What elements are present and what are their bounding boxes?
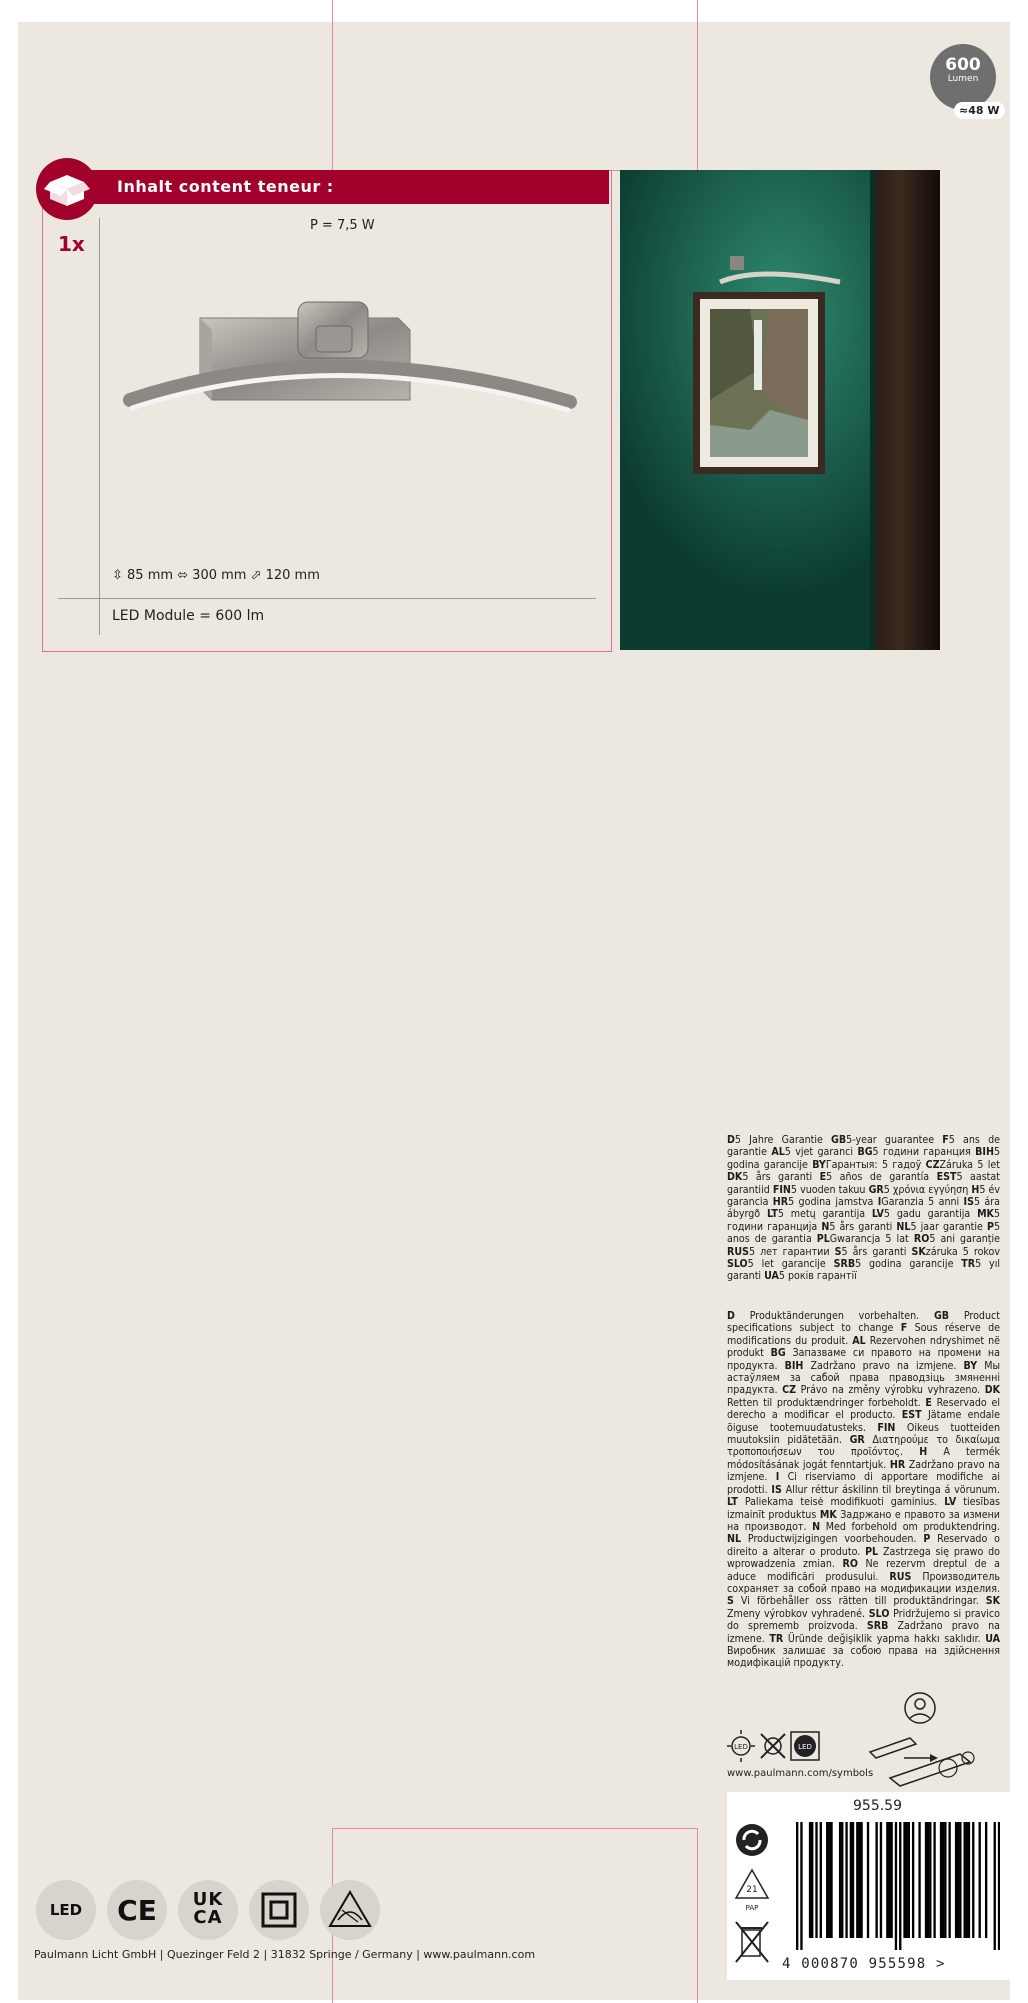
legal-phrase: 5 anos de garantia	[727, 1220, 1001, 1246]
cutline-top	[332, 0, 698, 171]
legal-phrase: Мы астаўляем за сабой права праводзіць змяненні прадукта.	[727, 1359, 1000, 1397]
legal-phrase: 5 vjet garanci	[784, 1146, 858, 1159]
svg-text:LED: LED	[734, 1743, 748, 1751]
country-code: BY	[812, 1158, 826, 1171]
legal-phrase: Garanzia 5 anni	[881, 1196, 964, 1209]
barcode-bar	[925, 1822, 927, 1938]
country-code: IS	[963, 1196, 974, 1209]
country-code: S	[727, 1595, 734, 1608]
legal-phrase: Zadržano pravo na izmene.	[727, 1620, 1000, 1645]
legal-phrase: 5 yıl garanti	[727, 1258, 1000, 1283]
barcode-bar	[927, 1822, 929, 1938]
country-code: RO	[842, 1558, 858, 1571]
led-integrated-icon	[791, 1732, 819, 1760]
country-code: FIN	[772, 1183, 791, 1196]
country-code: PL	[816, 1233, 830, 1246]
legal-phrase: Produktänderungen vorbehalten.	[734, 1310, 934, 1322]
country-code: UA	[985, 1632, 1000, 1645]
legal-phrase: Rezervohen ndryshimet në produkt	[727, 1334, 1000, 1360]
barcode-bar	[858, 1822, 860, 1938]
legal-phrase: Retten til produktændringer forbeholdt.	[727, 1396, 926, 1409]
legal-phrase: 5 év garancia	[727, 1183, 1000, 1209]
legal-phrase: Запазваме си правото на промени на продукта.	[727, 1347, 1000, 1372]
country-code: DK	[727, 1171, 743, 1184]
country-code: E	[925, 1396, 932, 1409]
barcode-bar	[942, 1822, 944, 1938]
legal-phrase: 5 ani garanție	[929, 1233, 1000, 1246]
guarantee-text	[727, 1134, 1000, 1283]
symbol-row	[727, 1726, 827, 1766]
svg-text:LED: LED	[798, 1743, 812, 1751]
barcode-bar	[957, 1822, 959, 1938]
protection-class-ii-icon	[249, 1880, 309, 1940]
country-code: HR	[772, 1196, 789, 1209]
barcode-bar	[856, 1822, 858, 1938]
barcode-bar	[890, 1822, 892, 1938]
legal-phrase: Jätame endale õiguse tootemuudatusteks.	[727, 1409, 1000, 1434]
barcode-bar	[826, 1822, 828, 1938]
legal-phrase: 5 років гарантії	[778, 1270, 857, 1283]
legal-phrase: Productwijzigingen voorbehouden.	[741, 1533, 924, 1546]
legal-phrase: 5 vuoden takuu	[790, 1183, 869, 1196]
legal-phrase: Производитель сохраняет за собой право на модификации изделия.	[727, 1570, 1000, 1595]
recycling-icons	[734, 1822, 770, 1972]
legal-phrase: Zadržano pravo na izmjene.	[727, 1458, 1000, 1484]
country-code: RO	[913, 1233, 930, 1246]
barcode-bar	[940, 1822, 942, 1938]
contents-header: Inhalt content teneur :	[117, 177, 334, 196]
legal-phrase: 5 години гаранция	[872, 1146, 976, 1159]
legal-phrase: 5 ára ábyrgð	[727, 1196, 1000, 1221]
barcode-bar	[908, 1822, 910, 1938]
country-code: UA	[764, 1270, 779, 1283]
country-code: SRB	[833, 1258, 856, 1271]
barcode-bar	[830, 1822, 832, 1938]
legal-phrase: Záruka 5 let	[939, 1158, 1000, 1171]
country-code: MK	[819, 1508, 837, 1521]
legal-phrase: 5 jaar garantie	[910, 1220, 987, 1233]
legal-phrase: 5 års garanti	[841, 1245, 912, 1258]
country-code: I	[877, 1196, 882, 1209]
legal-phrase: záruka 5 rokov	[925, 1245, 1001, 1258]
legal-phrase: Allur réttur áskilinn til breytinga á vörunum.	[781, 1483, 1000, 1496]
barcode-bar	[839, 1822, 841, 1938]
legal-phrase: 5 godina garancije	[727, 1146, 1001, 1171]
led-mark-label: LED	[49, 1901, 83, 1919]
legal-phrase: Zastrzega się prawo do wprowadzenia zmian.	[727, 1545, 1000, 1571]
recycle-pap-icon	[736, 1870, 768, 1912]
country-code: LV	[944, 1496, 957, 1509]
contents-divider-horizontal	[58, 598, 596, 599]
barcode-bar	[966, 1822, 968, 1938]
barcode-bar	[875, 1822, 877, 1938]
lumen-unit: Lumen	[947, 74, 979, 84]
legal-phrase: 5 años de garantía	[826, 1171, 937, 1184]
article-number: 955.59	[853, 1798, 902, 1814]
barcode-bar	[903, 1822, 905, 1938]
lumen-value: 600	[945, 55, 981, 75]
barcode-bar	[800, 1822, 802, 1950]
legal-phrase: Reservado el derecho a modificar el producto.	[727, 1396, 1000, 1422]
led-mark-badge	[36, 1880, 96, 1940]
led-sun-icon	[727, 1730, 755, 1762]
legal-phrase: 5 години гаранција	[727, 1208, 1000, 1233]
country-code: RUS	[889, 1570, 912, 1583]
product-changes-text	[727, 1310, 1000, 1670]
legal-phrase: 5 års garanti	[829, 1220, 897, 1233]
legal-phrase: Pridržujemo si pravico do sprememb proizvoda.	[727, 1607, 1000, 1633]
ean-barcode	[796, 1822, 1000, 1950]
legal-phrase: Právo na změny výrobku vyhrazeno.	[796, 1384, 985, 1397]
country-code: CZ	[782, 1384, 797, 1397]
ce-mark-label: CE	[117, 1894, 157, 1927]
barcode-bar	[912, 1822, 914, 1938]
country-code: H	[919, 1446, 928, 1459]
legal-phrase: 5 let garancije	[747, 1258, 834, 1271]
legal-phrase: Med forbehold om produktendring.	[820, 1520, 1000, 1533]
barcode-bar	[845, 1822, 847, 1938]
ukca-mark-badge	[178, 1880, 238, 1940]
lumen-badge	[930, 44, 996, 110]
barcode-bar	[895, 1822, 897, 1950]
legal-phrase: tiesības izmainīt produktus	[727, 1496, 1000, 1521]
country-code: NL	[727, 1533, 742, 1546]
company-footer: Paulmann Licht GmbH | Quezinger Feld 2 | 31832 Springe / Germany | www.paulmann.com	[34, 1948, 536, 1961]
country-code: LT	[727, 1496, 738, 1509]
country-code: DK	[984, 1384, 1000, 1397]
legal-phrase: Product specifications subject to change	[727, 1310, 1000, 1335]
power-rating: P = 7,5 W	[310, 218, 375, 233]
country-code: I	[775, 1471, 780, 1484]
lifestyle-photo	[620, 170, 940, 650]
country-code: H	[971, 1183, 980, 1196]
barcode-bar	[888, 1822, 890, 1938]
legal-phrase: Ne rezervm dreptul de a aduce modificări produsului.	[727, 1558, 1000, 1583]
ean-number: 4 000870 955598 >	[782, 1956, 946, 1972]
legal-phrase: 5 godina jamstva	[788, 1196, 878, 1209]
country-code: LT	[767, 1208, 778, 1221]
country-code: EST	[936, 1171, 957, 1184]
legal-phrase: Sous réserve de modifications du produit.	[727, 1322, 1000, 1347]
legal-phrase: Виробник залишає за собою права на здійснення модифікацій продукту.	[727, 1644, 1000, 1670]
barcode-bar	[860, 1822, 862, 1938]
barcode-bar	[886, 1822, 888, 1938]
contents-header-bar	[42, 170, 609, 204]
legal-phrase: Διατηρούμε το δικαίωμα τροποποιήσεων του προϊόντος.	[727, 1434, 1000, 1459]
country-code: NL	[896, 1220, 911, 1233]
green-dot-icon	[736, 1824, 768, 1856]
legal-phrase: 5 gadu garantija	[883, 1208, 978, 1221]
barcode-bar	[944, 1822, 946, 1938]
barcode-bar	[867, 1822, 869, 1938]
country-code: GR	[868, 1183, 884, 1196]
country-code: F	[900, 1322, 908, 1335]
barcode-bar	[959, 1822, 961, 1938]
country-code: P	[923, 1533, 931, 1546]
legal-phrase: 5 godina garancije	[855, 1258, 962, 1271]
country-code: IS	[771, 1483, 782, 1496]
recycling-material: PAP	[745, 1904, 759, 1912]
country-code: S	[834, 1245, 842, 1258]
barcode-bar	[994, 1822, 996, 1950]
barcode-bar	[852, 1822, 854, 1938]
country-code: BIH	[784, 1359, 804, 1372]
barcode-bar	[850, 1822, 852, 1938]
weee-bin-icon	[736, 1922, 768, 1962]
legal-phrase: Oikeus tuotteiden muutoksiin pidätetään.	[727, 1421, 1000, 1447]
no-dimmer-icon	[761, 1734, 785, 1758]
watt-equivalent: ≈48 W	[954, 102, 1005, 119]
legal-phrase: Zadržano pravo na izmjene.	[803, 1359, 964, 1372]
barcode-bar	[828, 1822, 830, 1938]
barcode-bar	[811, 1822, 813, 1938]
country-code: D	[727, 1310, 735, 1322]
barcode-bar	[979, 1822, 981, 1938]
country-code: SLO	[868, 1607, 890, 1620]
barcode-bar	[815, 1822, 817, 1938]
barcode-bar	[929, 1822, 931, 1938]
country-code: E	[819, 1171, 827, 1184]
legal-phrase: Paliekama teisė modifikuoti gaminius.	[737, 1496, 945, 1509]
package-box-icon	[36, 158, 98, 220]
country-code: N	[812, 1520, 821, 1533]
country-code: BG	[857, 1146, 873, 1159]
country-code: TR	[961, 1258, 976, 1271]
barcode-bar	[998, 1822, 1000, 1950]
barcode-bar	[796, 1822, 798, 1950]
country-code: HR	[889, 1458, 906, 1471]
barcode-bar	[985, 1822, 987, 1938]
country-code: MK	[977, 1208, 994, 1221]
barcode-bar	[880, 1822, 882, 1938]
country-code: TR	[769, 1632, 784, 1645]
country-code: SK	[985, 1595, 1000, 1608]
ukca-mark-label: UK CA	[192, 1889, 224, 1928]
barcode-bar	[899, 1822, 901, 1950]
country-code: P	[986, 1220, 994, 1233]
country-code: GB	[933, 1310, 950, 1322]
country-code: F	[942, 1134, 949, 1146]
legal-phrase: Gwarancja 5 lat	[829, 1233, 914, 1246]
led-module-output: LED Module = 600 lm	[112, 608, 265, 624]
country-code: AL	[852, 1334, 866, 1347]
legal-phrase: 5 лет гарантии	[748, 1245, 835, 1258]
barcode-bar	[841, 1822, 843, 1938]
symbols-url: www.paulmann.com/symbols	[727, 1768, 874, 1779]
country-code: CZ	[925, 1158, 940, 1171]
country-code: GB	[831, 1134, 847, 1146]
barcode-bar	[906, 1822, 908, 1938]
barcode-bar	[955, 1822, 957, 1938]
quantity: 1x	[58, 232, 85, 256]
barcode-bar	[820, 1822, 822, 1938]
legal-phrase: Задржано е правото за измени на производот.	[727, 1508, 1000, 1533]
installation-icon	[860, 1692, 1010, 1792]
barcode-bar	[918, 1822, 920, 1938]
country-code: GR	[849, 1434, 865, 1447]
legal-phrase: Zmeny výrobkov vyhradené.	[727, 1607, 869, 1620]
country-code: D	[727, 1134, 735, 1146]
legal-phrase: A termék módosításának jogát fenntartjuk.	[727, 1446, 1000, 1471]
country-code: SLO	[727, 1258, 748, 1271]
barcode-bar	[809, 1822, 811, 1938]
furniture-mounting-icon	[320, 1880, 380, 1940]
barcode-bar	[963, 1822, 965, 1938]
country-code: SRB	[866, 1620, 889, 1633]
country-code: RUS	[727, 1245, 749, 1258]
country-code: N	[821, 1220, 830, 1233]
lamp-product-image	[120, 290, 580, 430]
barcode-bar	[933, 1822, 935, 1938]
country-code: AL	[771, 1146, 785, 1159]
legal-phrase: Üründe değişiklik yapma hakkı saklıdır.	[783, 1632, 986, 1645]
legal-phrase: 5 χρόνια εγγύηση	[883, 1183, 972, 1196]
barcode-bar	[948, 1822, 950, 1938]
legal-phrase: 5 metų garantija	[777, 1208, 872, 1221]
country-code: SK	[911, 1245, 926, 1258]
legal-phrase: 5-year guarantee	[846, 1134, 943, 1146]
legal-phrase: Ci riserviamo di apportare modifiche ai prodotti.	[727, 1471, 1000, 1496]
cutline-bottom	[332, 1828, 698, 2003]
barcode-bar	[972, 1822, 974, 1938]
barcode-bar	[968, 1822, 970, 1938]
legal-phrase: Reservado o direito a alterar o produto.	[727, 1533, 1000, 1558]
country-code: FIN	[877, 1421, 896, 1434]
country-code: BG	[770, 1347, 786, 1360]
ce-mark-badge	[107, 1880, 167, 1940]
legal-phrase: 5 års garanti	[742, 1171, 820, 1184]
contents-divider-vertical	[99, 218, 100, 635]
legal-phrase: 5 aastat garantiid	[727, 1171, 1000, 1196]
legal-phrase: 5 ans de garantie	[727, 1134, 1000, 1159]
country-code: BIH	[975, 1146, 994, 1159]
recycling-code: 21	[746, 1885, 758, 1895]
country-code: EST	[901, 1409, 922, 1422]
country-code: PL	[865, 1545, 879, 1558]
legal-phrase: 5 Jahre Garantie	[734, 1134, 832, 1146]
country-code: BY	[963, 1359, 978, 1372]
country-code: LV	[871, 1208, 884, 1221]
legal-phrase: Гарантыя: 5 гадоў	[825, 1158, 926, 1171]
legal-phrase: Vi förbehåller oss rätten till produktändringar.	[733, 1595, 986, 1608]
dimensions: ⇳ 85 mm ⬄ 300 mm ⬀ 120 mm	[112, 568, 320, 583]
